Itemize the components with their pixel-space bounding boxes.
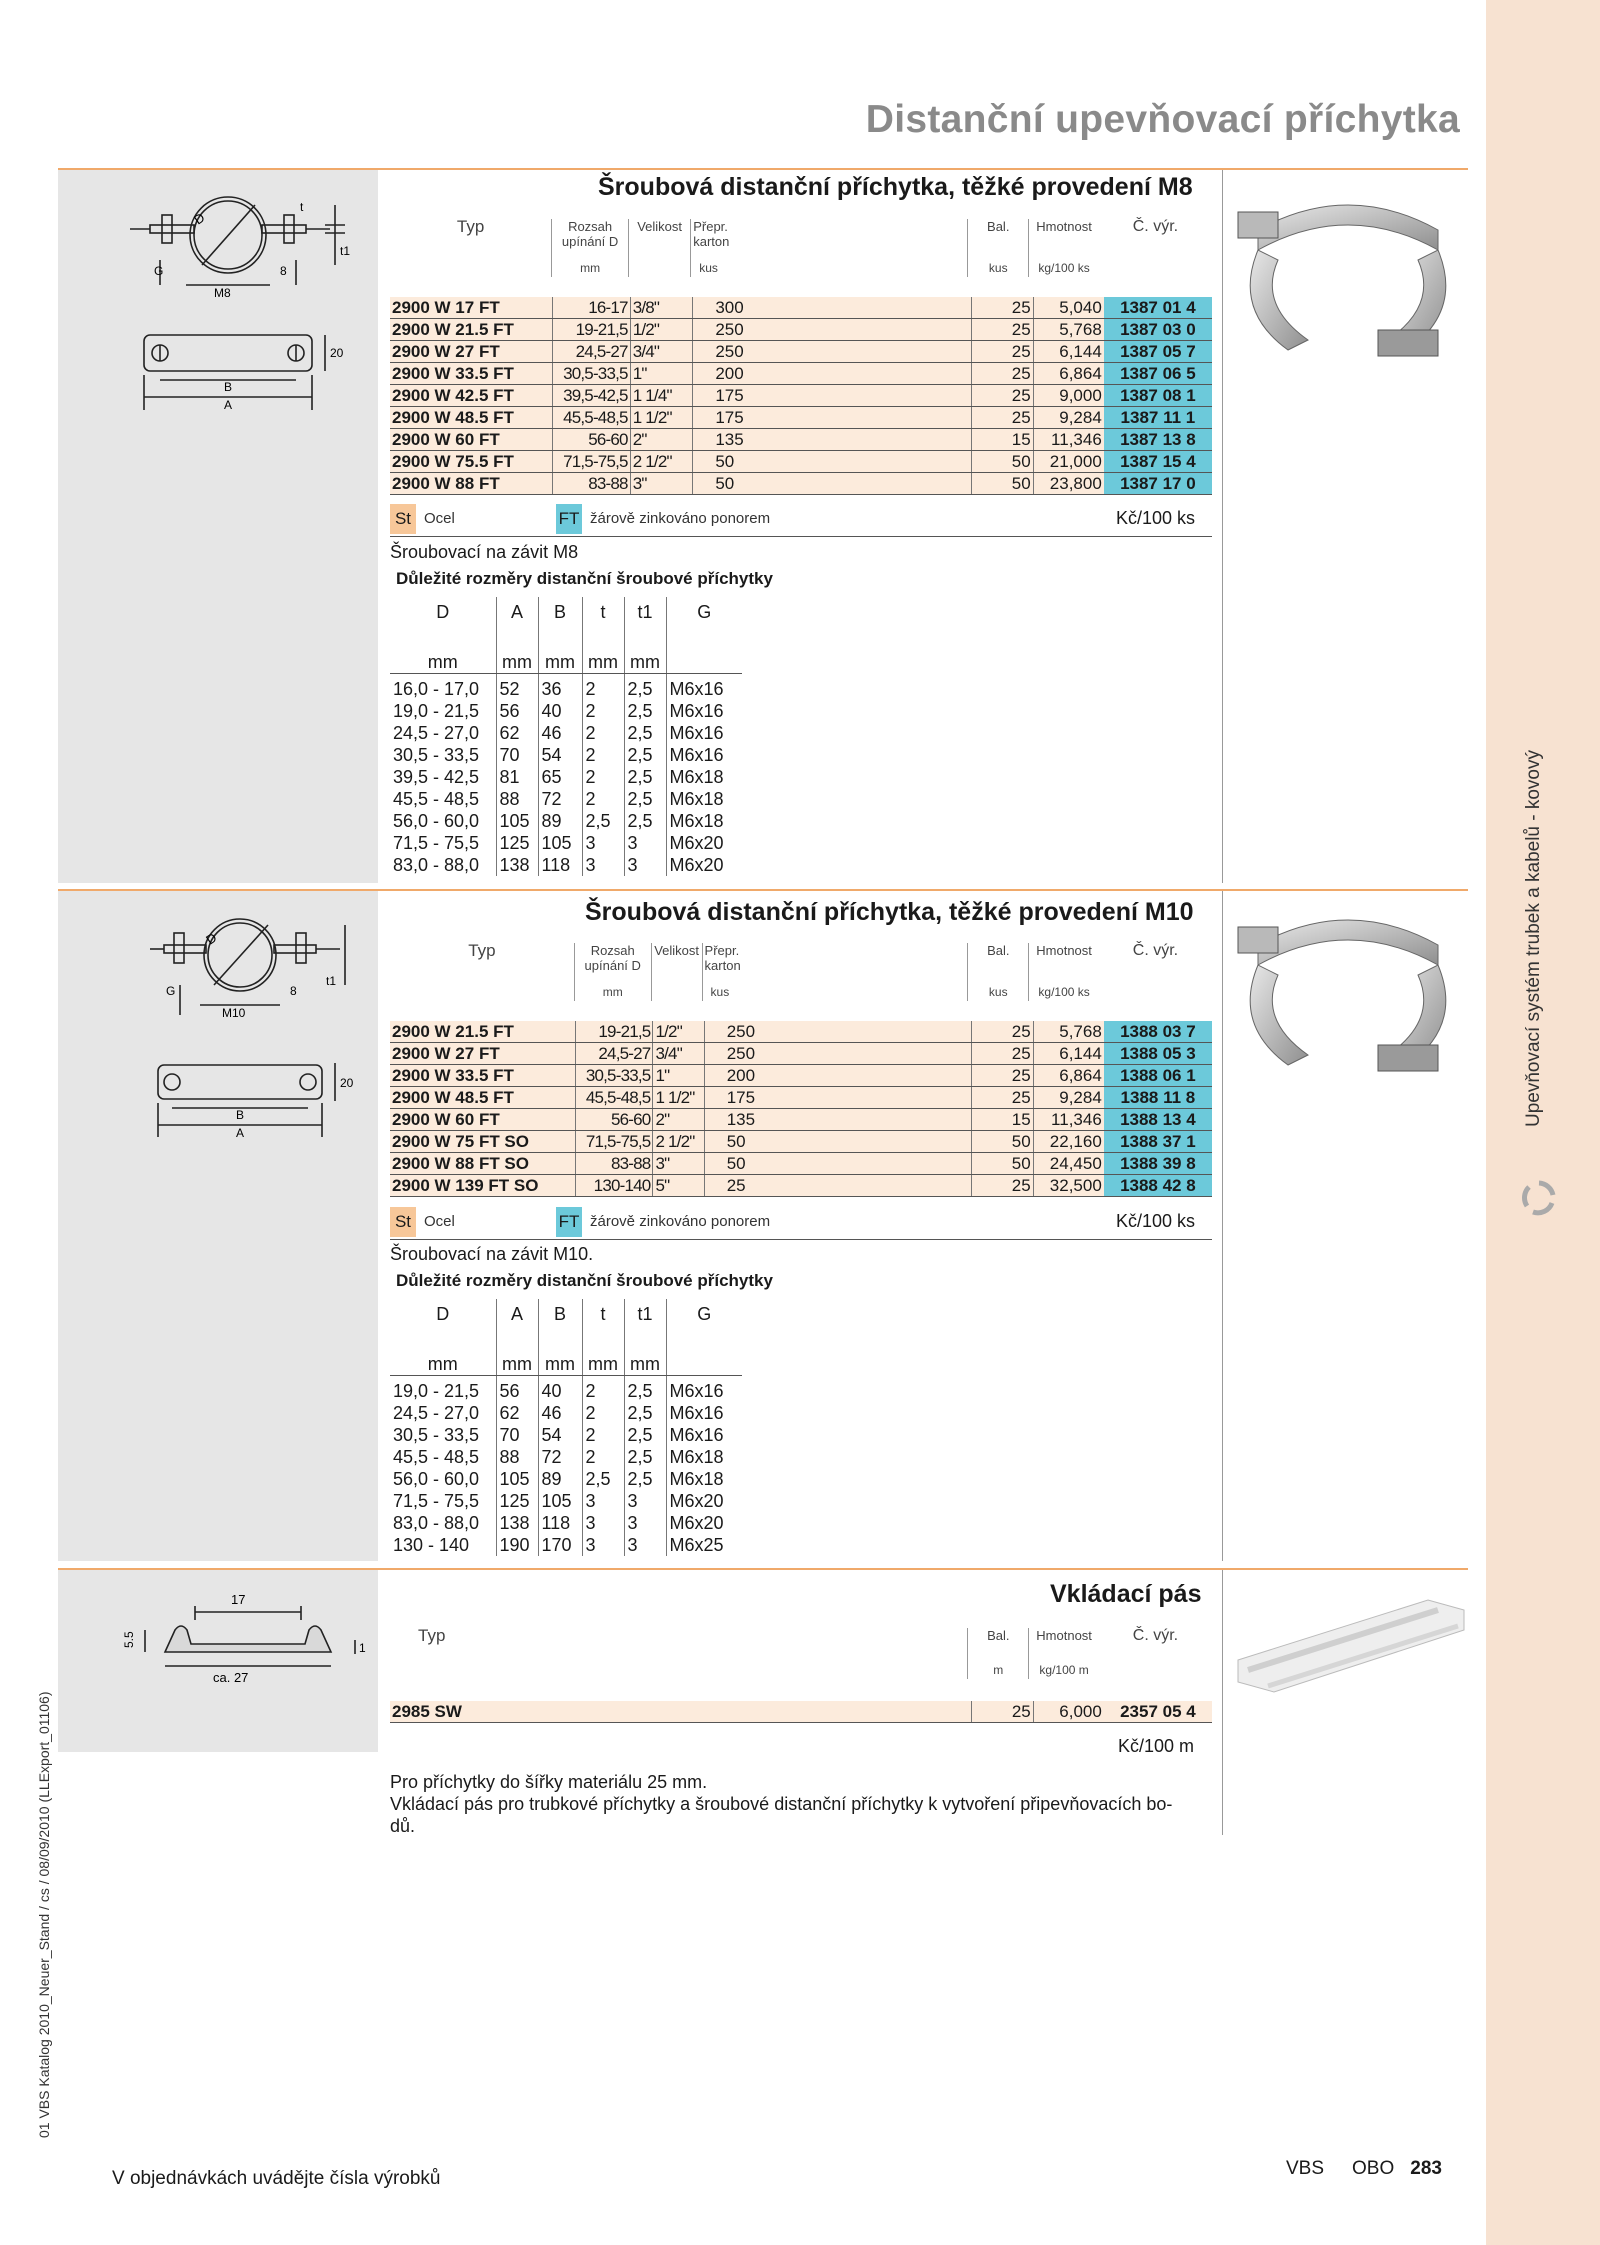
dim-row: 56,0 - 60,0 105 89 2,5 2,5 M6x18 [390, 1468, 742, 1490]
table-row: 2900 W 21.5 FT 19-21,5 1/2" 250 25 5,768 1387 03 0 [390, 319, 1212, 341]
strip-profile-drawing [105, 1580, 375, 1690]
dim-row: 45,5 - 48,5 88 72 2 2,5 M6x18 [390, 788, 742, 810]
dim-row: 19,0 - 21,5 56 40 2 2,5 M6x16 [390, 700, 742, 722]
dim-row: 71,5 - 75,5 125 105 3 3 M6x20 [390, 1490, 742, 1512]
thread-note: Šroubovací na závit M10. [390, 1244, 594, 1264]
dim-row: 30,5 - 33,5 70 54 2 2,5 M6x16 [390, 1424, 742, 1446]
dim-row: 130 - 140 190 170 3 3 M6x25 [390, 1534, 742, 1556]
price-unit: Kč/100 ks [1116, 1211, 1196, 1231]
table-row: 2900 W 27 FT 24,5-27 3/4" 250 25 6,144 1388 05 3 [390, 1043, 1212, 1065]
legend-st-badge: St [390, 1207, 416, 1237]
table-row: 2900 W 48.5 FT 45,5-48,5 1 1/2" 175 25 9,284 1388 11 8 [390, 1087, 1212, 1109]
section-title-m10: Šroubová distanční příchytka, těžké provedení M10 [585, 898, 1194, 926]
table-row: 2900 W 33.5 FT 30,5-33,5 1" 200 25 6,864 1388 06 1 [390, 1065, 1212, 1087]
table-row: 2900 W 17 FT 16-17 3/8" 300 25 5,040 1387 01 4 [390, 297, 1212, 319]
page-title: Distanční upevňovací příchytka [865, 98, 1460, 141]
thread-note: Šroubovací na závit M8 [390, 542, 579, 562]
dim-row: 24,5 - 27,0 62 46 2 2,5 M6x16 [390, 722, 742, 744]
dim-d-label: D [191, 209, 208, 228]
product-table-m8 [390, 297, 1212, 495]
dim-ca27-label: ca. 27 [213, 1670, 249, 1685]
footer-brand: VBS OBO 283 [1286, 2158, 1442, 2179]
dim-table-title: Důležité rozměry distanční šroubové příchytky [396, 1271, 773, 1290]
table-row: 2985 SW 25 6,000 2357 05 4 [390, 1701, 1212, 1723]
dim-8-label: 8 [280, 264, 287, 278]
dim-row: 71,5 - 75,5 125 105 3 3 M6x20 [390, 832, 742, 854]
strip-note-1: Pro příchytky do šířky materiálu 25 mm. [390, 1772, 708, 1792]
dim-20-label: 20 [340, 1076, 354, 1090]
dim-table-title: Důležité rozměry distanční šroubové příchytky [396, 569, 773, 588]
dimension-table-m8: D A B t t1 G mm mm mm mm mm 16,0 - 17,0 52 36 2 2,5 M6x16 19,0 - 21,5 56 40 2 2,5 M6x16 24,5 - 27,0 62 46 2 2,5 M6x16 30,5 - 33,5 70 54 2 2,5 M6x16 39,5 - 42,5 81 65 2 2,5 M6x18 45,5 - 48,5 88 72 2 2,5 M6x18 56,0 - 60,0 105 89 2,5 2,5 M6x18 71,5 - 75,5 125 105 3 3 M6x20 83,0 - 88,0 138 118 3 3 M6x20 [390, 597, 742, 876]
legend-st-text: Ocel [424, 510, 455, 527]
product-table-m10 [390, 1021, 1212, 1197]
product-table-strip [390, 1701, 1212, 1723]
dim-a-label: A [224, 398, 233, 412]
dim-row: 39,5 - 42,5 81 65 2 2,5 M6x18 [390, 766, 742, 788]
recycle-logo-icon [1519, 1178, 1559, 1218]
dim-m8-label: M8 [214, 286, 231, 300]
dim-20-label: 20 [330, 346, 344, 360]
dim-row: 83,0 - 88,0 138 118 3 3 M6x20 [390, 854, 742, 876]
legend-rule [390, 1239, 1212, 1240]
product-table-header-strip: Typ Bal. Hmotnost Č. výr. m kg/100 m [418, 1626, 1179, 1677]
dim-row: 56,0 - 60,0 105 89 2,5 2,5 M6x18 [390, 810, 742, 832]
table-row: 2900 W 60 FT 56-60 2" 135 15 11,346 1387 13 8 [390, 429, 1212, 451]
table-row: 2900 W 88 FT SO 83-88 3" 50 50 24,450 1388 39 8 [390, 1153, 1212, 1175]
dim-t1-label: t1 [326, 974, 337, 988]
table-row: 2900 W 139 FT SO 130-140 5" 25 25 32,500 1388 42 8 [390, 1175, 1212, 1197]
table-row: 2900 W 75.5 FT 71,5-75,5 2 1/2" 50 50 21,000 1387 15 4 [390, 451, 1212, 473]
dim-17-label: 17 [231, 1592, 246, 1607]
dim-t-label: t [300, 200, 304, 214]
legend-rule [390, 536, 1212, 537]
table-row: 2900 W 48.5 FT 45,5-48,5 1 1/2" 175 25 9,284 1387 11 1 [390, 407, 1212, 429]
dimension-table-m10: D A B t t1 G mm mm mm mm mm 19,0 - 21,5 56 40 2 2,5 M6x16 24,5 - 27,0 62 46 2 2,5 M6x16 30,5 - 33,5 70 54 2 2,5 M6x16 45,5 - 48,5 88 72 2 2,5 M6x18 56,0 - 60,0 105 89 2,5 2,5 M6x18 71,5 - 75,5 125 105 3 3 M6x20 83,0 - 88,0 138 118 3 3 M6x20 130 - 140 190 170 3 3 M6x25 [390, 1299, 742, 1556]
table-row: 2900 W 33.5 FT 30,5-33,5 1" 200 25 6,864 1387 06 5 [390, 363, 1212, 385]
legend-ft-text: žárově zinkováno ponorem [590, 510, 771, 527]
dim-row: 24,5 - 27,0 62 46 2 2,5 M6x16 [390, 1402, 742, 1424]
dim-g-label: G [166, 984, 176, 998]
price-unit: Kč/100 m [1118, 1736, 1195, 1756]
dim-row: 45,5 - 48,5 88 72 2 2,5 M6x18 [390, 1446, 742, 1468]
dim-a-label: A [236, 1126, 245, 1140]
clip-drawing-m10 [150, 905, 370, 1145]
product-photo-strip [1228, 1590, 1466, 1710]
dim-row: 16,0 - 17,0 52 36 2 2,5 M6x16 [390, 674, 742, 701]
dim-row: 30,5 - 33,5 70 54 2 2,5 M6x16 [390, 744, 742, 766]
legend-ft-text: žárově zinkováno ponorem [590, 1213, 771, 1230]
table-row: 2900 W 21.5 FT 19-21,5 1/2" 250 25 5,768 1388 03 7 [390, 1021, 1212, 1043]
dim-row: 83,0 - 88,0 138 118 3 3 M6x20 [390, 1512, 742, 1534]
legend-ft-badge: FT [556, 504, 582, 534]
table-row: 2900 W 42.5 FT 39,5-42,5 1 1/4" 175 25 9,000 1387 08 1 [390, 385, 1212, 407]
section-title-m8: Šroubová distanční příchytka, těžké provedení M8 [598, 173, 1193, 201]
dim-1-label: 1 [359, 1641, 366, 1655]
legend-st-badge: St [390, 504, 416, 534]
legend-ft-badge: FT [556, 1207, 582, 1237]
product-photo-m8 [1228, 190, 1466, 380]
dim-b-label: B [224, 380, 233, 394]
product-photo-m10 [1228, 905, 1466, 1095]
dim-8-label: 8 [290, 984, 297, 998]
product-table-header-m10: Typ Rozsah upínání D Velikost Přepr. karton Bal. Hmotnost Č. výr. mm kus kus kg/100 ks [468, 941, 1179, 999]
table-row: 2900 W 60 FT 56-60 2" 135 15 11,346 1388 13 4 [390, 1109, 1212, 1131]
dim-row: 19,0 - 21,5 56 40 2 2,5 M6x16 [390, 1376, 742, 1403]
strip-note-2: Vkládací pás pro trubkové příchytky a šroubové distanční příchytky k vytvoření připevňovacích bo- [390, 1794, 1173, 1814]
right-rule [1222, 1570, 1223, 1835]
table-row: 2900 W 88 FT 83-88 3" 50 50 23,800 1387 17 0 [390, 473, 1212, 495]
right-rule [1222, 170, 1223, 883]
price-unit: Kč/100 ks [1116, 508, 1196, 528]
strip-note-3: dů. [390, 1816, 416, 1836]
section-title-strip: Vkládací pás [1050, 1580, 1202, 1608]
table-row: 2900 W 75 FT SO 71,5-75,5 2 1/2" 50 50 22,160 1388 37 1 [390, 1131, 1212, 1153]
legend-st-text: Ocel [424, 1213, 455, 1230]
product-table-header-m8: Typ Rozsah upínání D Velikost Přepr. karton Bal. Hmotnost Č. výr. mm kus kus kg/100 ks [456, 217, 1179, 275]
clip-drawing-m8 [130, 185, 370, 425]
right-rule [1222, 891, 1223, 1561]
dim-b-label: B [236, 1108, 245, 1122]
dim-55-label: 5.5 [122, 1631, 136, 1648]
table-row: 2900 W 27 FT 24,5-27 3/4" 250 25 6,144 1387 05 7 [390, 341, 1212, 363]
dim-g-label: G [154, 264, 164, 278]
dim-t1-label: t1 [340, 244, 351, 258]
footer-note: V objednávkách uvádějte čísla výrobků [112, 2168, 441, 2189]
page-number: 283 [1410, 2158, 1442, 2179]
dim-m10-label: M10 [222, 1006, 246, 1020]
dim-d-label: D [203, 929, 220, 948]
